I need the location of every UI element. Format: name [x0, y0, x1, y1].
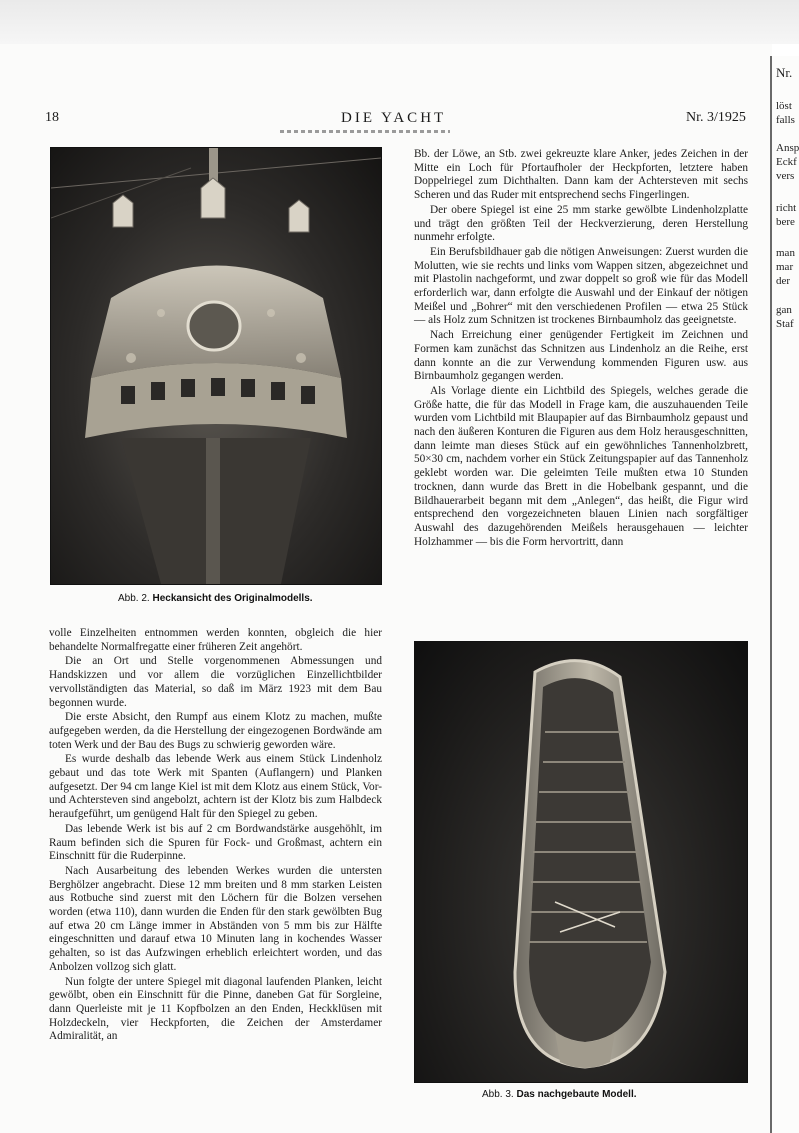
figure-stern-photo: [50, 147, 382, 585]
journal-title: DIE YACHT: [341, 110, 447, 126]
paragraph: Nach Erreichung einer genügender Fertigkeit im Zeichnen und Formen kam zunächst das Schnitzen aus Lindenholz an die Reihe, erst dann konnte an die zur Verwendung kommenden Figuren usw. aus Birnbaumholz gegangen werden.: [414, 329, 748, 383]
right-text-column: [414, 148, 748, 550]
edge-fragment: gan: [776, 304, 792, 316]
edge-fragment: mar: [776, 261, 794, 273]
edge-fragment: der: [776, 275, 791, 287]
edge-fragment: falls: [776, 114, 795, 126]
figure-2-caption-text: Heckansicht des Originalmodells.: [152, 593, 313, 604]
paragraph: Es wurde deshalb das lebende Werk aus einem Stück Lindenholz gebaut und das tote Werk mit Spanten (Auflangern) und Planken aufgesetzt. Der 94 cm lange Kiel ist mit dem Klotz aus einem Stück, Vor- und Achtersteven sind angebolzt, achtern ist der Klotz bis zum Halbdeck heraufgeführt, um genügend Halt für den Spiegel zu geben.: [49, 753, 382, 821]
edge-fragment: Ansp: [776, 142, 799, 154]
left-text-column: [49, 627, 382, 1045]
paragraph: Nach Ausarbeitung des lebenden Werkes wurden die untersten Berghölzer angebracht. Diese 12 mm breiten und 8 mm starken Leisten aus Rotbuche sind zuerst mit den Löchern für die Bolzen versehen worden (etwa 110), dann wurden die Enden für den stark gewölbten Bug auf etwa 20 cm Länge immer in Abständen von 5 mm bis zur Hälfte eingeschnitten und darauf etwa 10 Minuten lang in kochendes Wasser gehalten, so ist das Aufzwingen erheblich erleichtert worden, und das Anbolzen vollzog sich glatt.: [49, 864, 382, 973]
paragraph: volle Einzelheiten entnommen werden konnten, obgleich die hier behandelte Normalfregatte einer früheren Zeit angehört.: [49, 627, 382, 653]
issue-number: Nr. 3/1925: [686, 110, 746, 125]
adjacent-page-edge: [770, 56, 799, 1133]
header-rule: [280, 130, 450, 133]
paragraph: Der obere Spiegel ist eine 25 mm starke gewölbte Lindenholzplatte und trägt den größten Teil der Heckverzierung, deren Herstellung nunmehr erfolgte.: [414, 203, 748, 244]
edge-fragment: Staf: [776, 318, 794, 330]
paragraph: Nun folgte der untere Spiegel mit diagonal laufenden Planken, leicht gewölbt, oben ein Einschnitt für die Pinne, daneben Gat für Sorgleine, dann Querleiste mit je 11 Kopfbolzen an den Enden, Heckklüsen mit Holzdeckeln, vier Heckpforten, die Zeichen der Amsterdamer Admiralität, an: [49, 975, 382, 1043]
scan-background: [0, 0, 799, 44]
edge-fragment: löst: [776, 100, 792, 112]
edge-fragment: bere: [776, 216, 795, 228]
figure-3-caption-text: Das nachgebaute Modell.: [516, 1089, 637, 1100]
figure-2-label: Abb. 2.: [118, 593, 150, 604]
stern-illustration: [51, 148, 381, 584]
figure-2-caption: [118, 593, 313, 604]
edge-fragment: Eckf: [776, 156, 797, 168]
edge-fragment: richt: [776, 202, 797, 214]
paragraph: Die erste Absicht, den Rumpf aus einem Klotz zu machen, mußte aufgegeben werden, da die Herstellung der eingezogenen Bordwände am toten Werk und der Bau des Bugs zu schwierig geworden wäre.: [49, 711, 382, 751]
figure-model-photo: [414, 641, 748, 1083]
edge-fragment: man: [776, 247, 795, 259]
edge-fragment: vers: [776, 170, 795, 182]
paragraph: Ein Berufsbildhauer gab die nötigen Anweisungen: Zuerst wurden die Molutten, wie sie rechts und links vom Wappen sitzen, abgezeichnet und mit Plastolin nachgeformt, und zwar doppelt so groß wie für das Modell erforderlich war, dann erfolgte die Auswahl und der Einkauf der nötigen Meißel und „Bohrer“ mit den verschiedenen Profilen — etwa 25 Stück — als Holz zum Schnitzen ist trockenes Birnbaumholz das geeignetste.: [414, 245, 748, 327]
page-number: 18: [45, 110, 59, 125]
figure-3-label: Abb. 3.: [482, 1089, 514, 1100]
hull-illustration: [415, 642, 747, 1082]
paragraph: Als Vorlage diente ein Lichtbild des Spiegels, welches gerade die Größe hatte, die für das Modell in Frage kam, die auszuhauenden Teile wurden vom Lichtbild mit Blaupapier auf das Birnbaumholz gepaust und nach den äußeren Konturen die Figuren aus dem Holz herausgeschnitten, dann leimte man dieses Stück auf ein gewöhnliches Tannenholzbrett, 50×30 cm, nachdem vorher ein Stück Zeitungspapier auf das Tannenholz geklebt worden war. Die geleimten Teile mußten etwa 10 Stunden trocknen, dann wurde das Brett in die Hobelbank gespannt, und die Bildhauerarbeit begann mit dem „Anlegen“, das heißt, die Figur wird entsprechend den vorgezeichneten blauen Linien nach sorgfältiger Auswahl des dazugehörenden Meißels herausgehauen — leichter Holzhammer — bis die Form hervortritt, dann: [414, 384, 748, 548]
paragraph: Bb. der Löwe, an Stb. zwei gekreuzte klare Anker, jedes Zeichen in der Mitte ein Loch für Pfortaufholer der Heckpforten, letztere haben Doppelriegel zum Dichthalten. Dann kam der Achtersteven mit sechs Scheren und das Ruder mit entsprechend sechs Fingerlingen.: [414, 148, 748, 202]
paragraph: Die an Ort und Stelle vorgenommenen Abmessungen und Handskizzen und vor allem die vorzüglichen Einzellichtbilder vervollständigten das Material, so daß im März 1923 mit dem Bau begonnen wurde.: [49, 655, 382, 709]
figure-3-caption: [482, 1089, 637, 1100]
paragraph: Das lebende Werk ist bis auf 2 cm Bordwandstärke ausgehöhlt, im Raum befinden sich die Spuren für Fock- und Großmast, achtern ein Einschnitt für die Ruderpinne.: [49, 822, 382, 863]
edge-fragment: Nr.: [776, 65, 793, 80]
